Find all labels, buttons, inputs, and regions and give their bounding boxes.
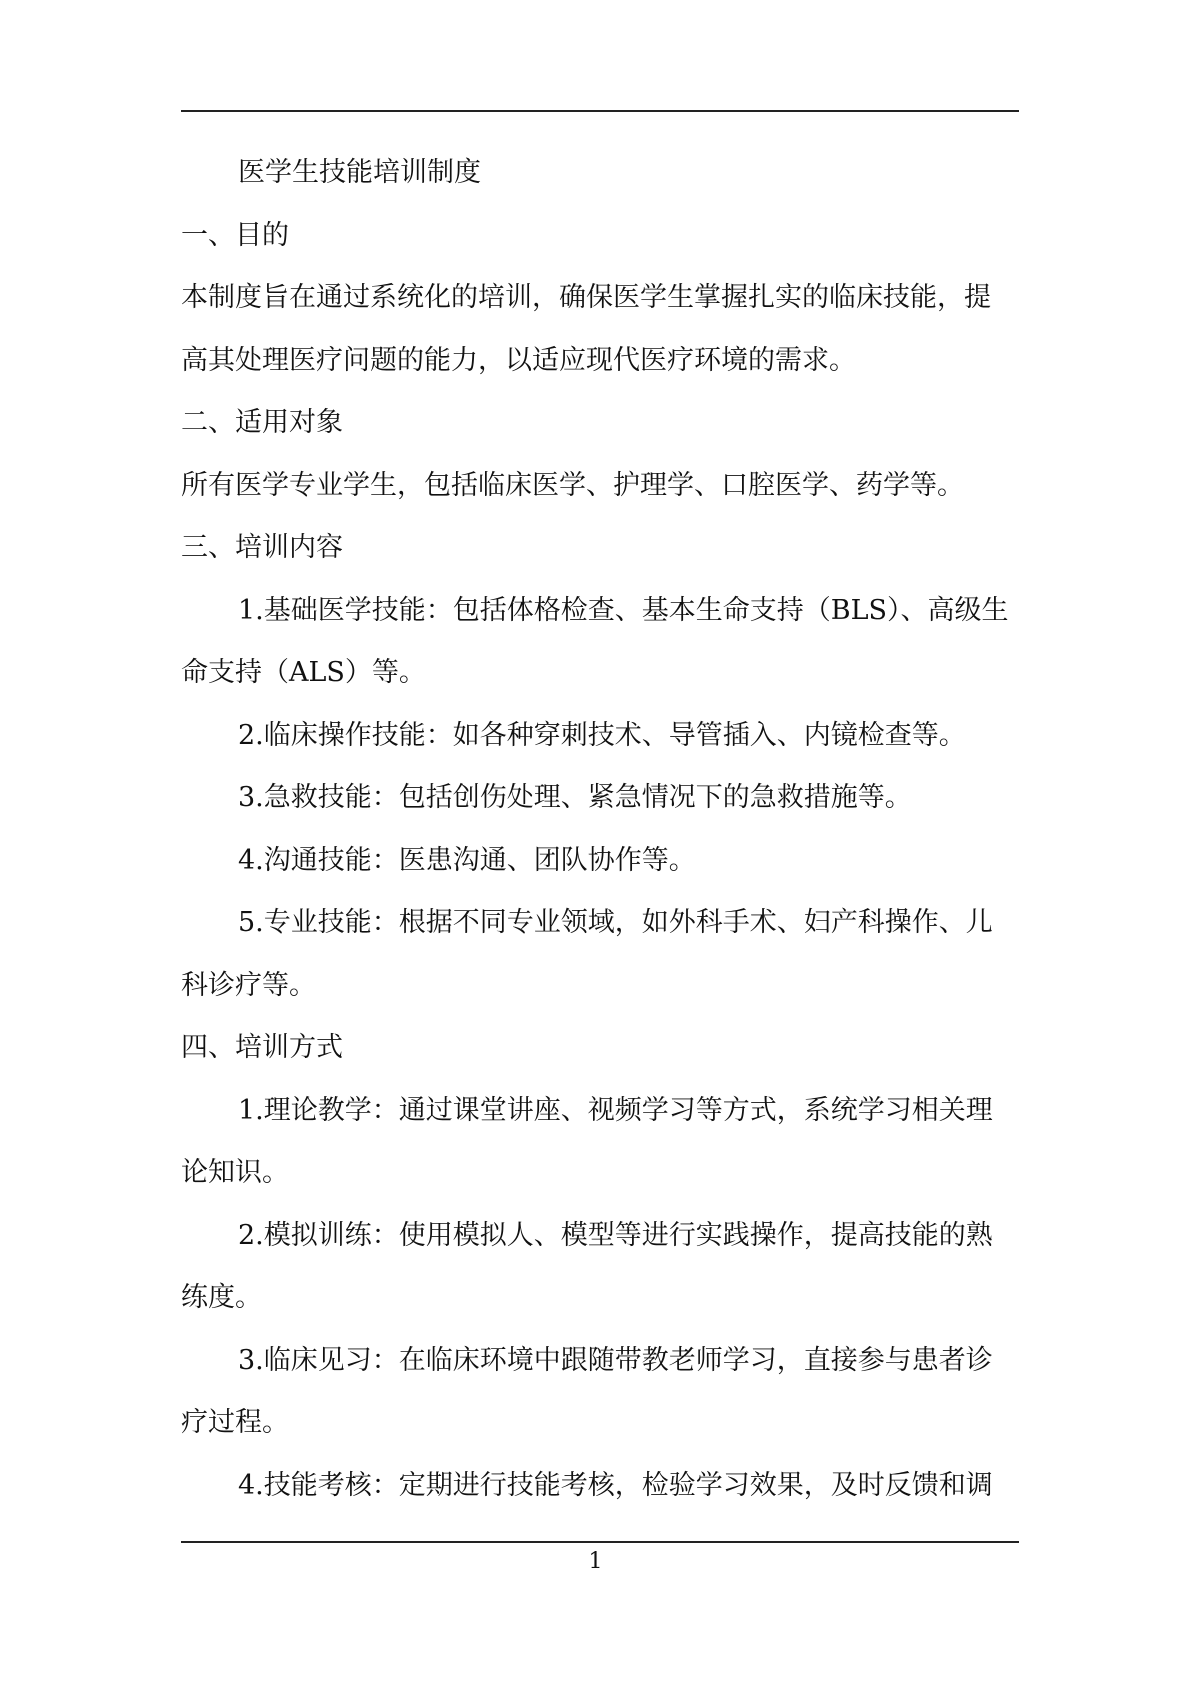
paragraph-line: 命支持（ALS）等。 bbox=[181, 657, 426, 688]
paragraph-line: 练度。 bbox=[181, 1282, 262, 1313]
paragraph-line: 论知识。 bbox=[181, 1157, 289, 1188]
paragraph-line: 1.理论教学：通过课堂讲座、视频学习等方式，系统学习相关理 bbox=[238, 1094, 993, 1126]
paragraph-line: 本制度旨在通过系统化的培训，确保医学生掌握扎实的临床技能，提 bbox=[181, 282, 991, 313]
paragraph-line: 4.沟通技能：医患沟通、团队协作等。 bbox=[238, 844, 696, 876]
section-heading: 二、适用对象 bbox=[181, 407, 343, 438]
paragraph-line: 高其处理医疗问题的能力，以适应现代医疗环境的需求。 bbox=[181, 344, 856, 376]
document-title: 医学生技能培训制度 bbox=[238, 157, 481, 188]
paragraph-line: 1.基础医学技能：包括体格检查、基本生命支持（BLS）、高级生 bbox=[238, 594, 1009, 626]
paragraph-line: 疗过程。 bbox=[181, 1407, 289, 1438]
paragraph-line: 3.临床见习：在临床环境中跟随带教老师学习，直接参与患者诊 bbox=[238, 1344, 993, 1376]
document-body bbox=[181, 142, 1019, 1517]
paragraph-line: 2.临床操作技能：如各种穿刺技术、导管插入、内镜检查等。 bbox=[238, 719, 966, 751]
document-lines bbox=[181, 205, 1019, 1518]
header-rule bbox=[181, 110, 1019, 112]
paragraph-line: 2.模拟训练：使用模拟人、模型等进行实践操作，提高技能的熟 bbox=[238, 1219, 993, 1251]
footer-rule bbox=[181, 1541, 1019, 1543]
paragraph-line: 5.专业技能：根据不同专业领域，如外科手术、妇产科操作、儿 bbox=[238, 907, 993, 938]
section-heading: 三、培训内容 bbox=[181, 532, 343, 563]
page-number: 1 bbox=[588, 1549, 603, 1574]
section-heading: 一、目的 bbox=[181, 219, 289, 251]
paragraph-line: 3.急救技能：包括创伤处理、紧急情况下的急救措施等。 bbox=[238, 782, 912, 813]
paragraph-line: 4.技能考核：定期进行技能考核，检验学习效果，及时反馈和调 bbox=[238, 1469, 993, 1501]
paragraph-line: 科诊疗等。 bbox=[181, 969, 316, 1001]
paragraph-line: 所有医学专业学生，包括临床医学、护理学、口腔医学、药学等。 bbox=[181, 469, 964, 501]
section-heading: 四、培训方式 bbox=[181, 1032, 343, 1063]
